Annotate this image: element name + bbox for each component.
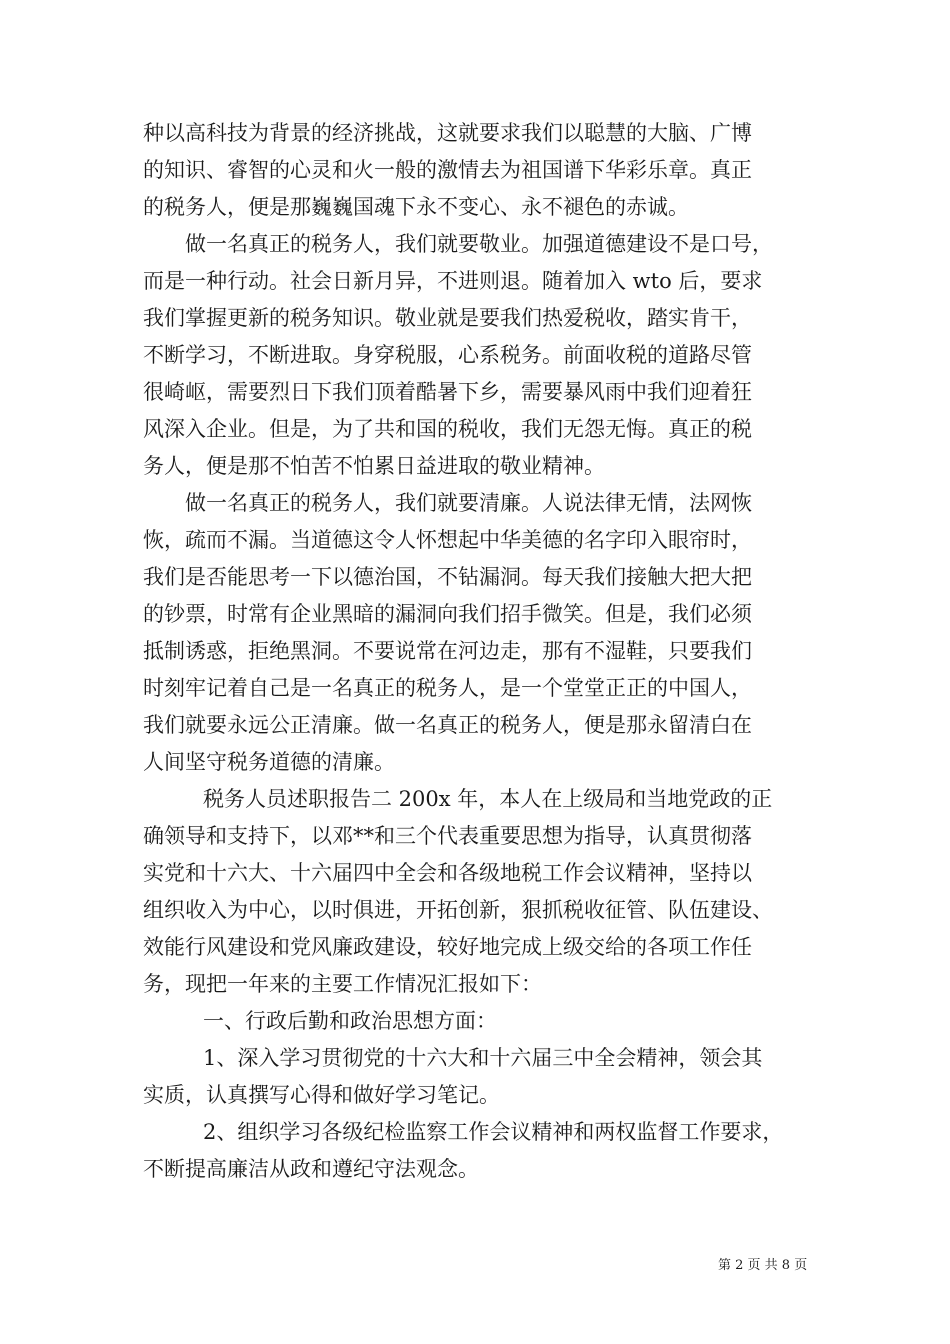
text-line: 不断学习，不断进取。身穿税服，心系税务。前面收税的道路尽管 [143, 343, 752, 367]
paragraph-start-line: 做一名真正的税务人，我们就要清廉。人说法律无情，法网恢 [185, 491, 752, 515]
text-line: 时刻牢记着自己是一名真正的税务人，是一个堂堂正正的中国人， [143, 676, 752, 700]
document-body [143, 115, 815, 1188]
list-item-start-line: 2、组织学习各级纪检监察工作会议精神和两权监督工作要求， [203, 1120, 784, 1144]
text-line: 很崎岖，需要烈日下我们顶着酷暑下乡，需要暴风雨中我们迎着狂 [143, 380, 752, 404]
text-line: 人间坚守税务道德的清廉。 [143, 750, 395, 774]
paragraph-start-line: 做一名真正的税务人，我们就要敬业。加强道德建设不是口号， [185, 232, 773, 256]
text-line: 实党和十六大、十六届四中全会和各级地税工作会议精神，坚持以 [143, 861, 752, 885]
text-line: 风深入企业。但是，为了共和国的税收，我们无怨无悔。真正的税 [143, 417, 752, 441]
text-line: 恢，疏而不漏。当道德这令人怀想起中华美德的名字印入眼帘时， [143, 528, 752, 552]
text-line: 确领导和支持下，以邓**和三个代表重要思想为指导，认真贯彻落 [143, 824, 752, 848]
text-line: 不断提高廉洁从政和遵纪守法观念。 [143, 1157, 479, 1181]
text-line: 种以高科技为背景的经济挑战，这就要求我们以聪慧的大脑、广博 [143, 121, 752, 145]
text-line: 效能行风建设和党风廉政建设，较好地完成上级交给的各项工作任 [143, 935, 752, 959]
text-line: 实质，认真撰写心得和做好学习笔记。 [143, 1083, 500, 1107]
text-line: 组织收入为中心，以时俱进，开拓创新，狠抓税收征管、队伍建设、 [143, 898, 773, 922]
text-line: 我们掌握更新的税务知识。敬业就是要我们热爱税收，踏实肯干， [143, 306, 752, 330]
text-line: 的钞票，时常有企业黑暗的漏洞向我们招手微笑。但是，我们必须 [143, 602, 752, 626]
text-line: 我们就要永远公正清廉。做一名真正的税务人，便是那永留清白在 [143, 713, 752, 737]
text-line: 抵制诱惑，拒绝黑洞。不要说常在河边走，那有不湿鞋，只要我们 [143, 639, 752, 663]
text-line: 务，现把一年来的主要工作情况汇报如下： [143, 972, 542, 996]
text-line: 的税务人，便是那巍巍国魂下永不变心、永不褪色的赤诚。 [143, 195, 689, 219]
section-heading: 一、行政后勤和政治思想方面： [203, 1009, 497, 1033]
text-line: 的知识、睿智的心灵和火一般的激情去为祖国谱下华彩乐章。真正 [143, 158, 752, 182]
paragraph-start-line: 税务人员述职报告二 200x 年，本人在上级局和当地党政的正 [203, 787, 773, 811]
text-line: 我们是否能思考一下以德治国，不钻漏洞。每天我们接触大把大把 [143, 565, 752, 589]
page-number: 第 2 页 共 8 页 [718, 1258, 808, 1273]
text-line: 而是一种行动。社会日新月异，不进则退。随着加入 wto 后，要求 [143, 269, 763, 293]
list-item-start-line: 1、深入学习贯彻党的十六大和十六届三中全会精神，领会其 [203, 1046, 763, 1070]
text-line: 务人，便是那不怕苦不怕累日益进取的敬业精神。 [143, 454, 605, 478]
